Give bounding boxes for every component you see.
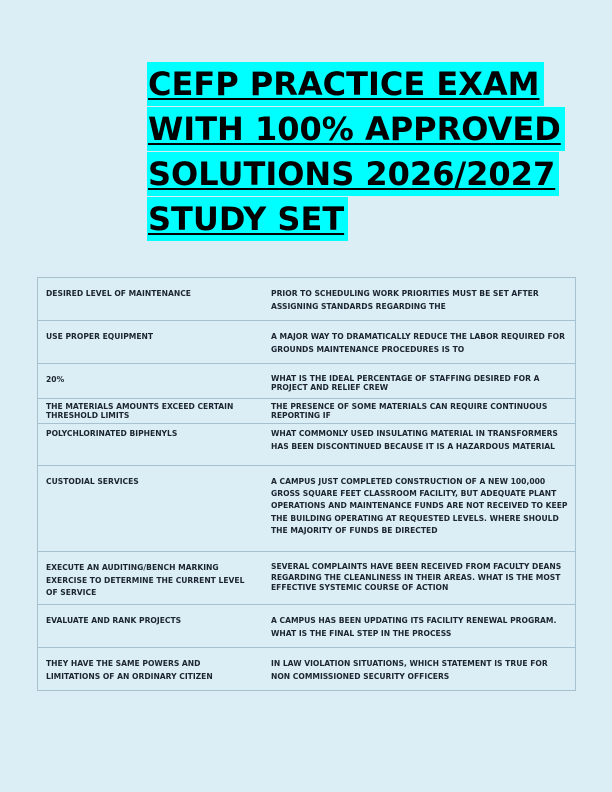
document-title — [147, 62, 561, 242]
table-row — [37, 648, 576, 691]
title-line-3: SOLUTIONS 2026/2027 — [147, 152, 559, 196]
definition-cell: WHAT COMMONLY USED INSULATING MATERIAL IN TRANSFORMERS HAS BEEN DISCONTINUED BECAUSE IT IS A HAZARDOUS MATERIAL — [271, 429, 558, 451]
term-cell: THEY HAVE THE SAME POWERS AND LIMITATIONS OF AN ORDINARY CITIZEN — [46, 659, 213, 681]
table-row — [37, 278, 576, 321]
table-row — [37, 399, 576, 424]
definition-cell: IN LAW VIOLATION SITUATIONS, WHICH STATEMENT IS TRUE FOR NON COMMISSIONED SECURITY OFFICERS — [271, 659, 548, 681]
table-row — [37, 424, 576, 466]
definition-cell: A CAMPUS JUST COMPLETED CONSTRUCTION OF A NEW 100,000 GROSS SQUARE FEET CLASSROOM FACILITY, BUT ADEQUATE PLANT OPERATIONS AND MAINTENANCE FUNDS ARE NOT RECEIVED TO KEEP THE BUILDING OPERATING AT REQUESTED LEVELS. WHERE SHOULD THE MAJORITY OF FUNDS BE DIRECTED — [271, 477, 568, 535]
term-cell: THE MATERIALS AMOUNTS EXCEED CERTAIN THRESHOLD LIMITS — [46, 402, 234, 420]
table-row — [37, 466, 576, 552]
table-row — [37, 321, 576, 364]
definition-cell: A MAJOR WAY TO DRAMATICALLY REDUCE THE LABOR REQUIRED FOR GROUNDS MAINTENANCE PROCEDURES IS TO — [271, 332, 565, 354]
table-row — [37, 364, 576, 399]
table-row — [37, 552, 576, 605]
title-line-4: STUDY SET — [147, 197, 348, 241]
definition-cell: WHAT IS THE IDEAL PERCENTAGE OF STAFFING DESIRED FOR A PROJECT AND RELIEF CREW — [271, 374, 540, 392]
term-cell: DESIRED LEVEL OF MAINTENANCE — [46, 289, 191, 298]
definition-cell: PRIOR TO SCHEDULING WORK PRIORITIES MUST BE SET AFTER ASSIGNING STANDARDS REGARDING THE — [271, 289, 539, 311]
title-line-2: WITH 100% APPROVED — [147, 107, 565, 151]
definition-cell: THE PRESENCE OF SOME MATERIALS CAN REQUIRE CONTINUOUS REPORTING IF — [271, 402, 548, 420]
term-cell: 20% — [46, 375, 65, 384]
definition-cell: A CAMPUS HAS BEEN UPDATING ITS FACILITY RENEWAL PROGRAM. WHAT IS THE FINAL STEP IN THE PROCESS — [271, 616, 557, 638]
term-cell: EXECUTE AN AUDITING/BENCH MARKING EXERCISE TO DETERMINE THE CURRENT LEVEL OF SERVICE — [46, 563, 245, 597]
term-cell: POLYCHLORINATED BIPHENYLS — [46, 429, 178, 438]
term-cell: EVALUATE AND RANK PROJECTS — [46, 616, 182, 625]
definition-cell: SEVERAL COMPLAINTS HAVE BEEN RECEIVED FROM FACULTY DEANS REGARDING THE CLEANLINESS IN THEIR AREAS. WHAT IS THE MOST EFFECTIVE SYSTEMIC COURSE OF ACTION — [271, 562, 562, 592]
title-line-1: CEFP PRACTICE EXAM — [147, 62, 544, 106]
term-cell: CUSTODIAL SERVICES — [46, 477, 139, 486]
table-row — [37, 605, 576, 648]
term-cell: USE PROPER EQUIPMENT — [46, 332, 154, 341]
study-table — [37, 277, 576, 691]
